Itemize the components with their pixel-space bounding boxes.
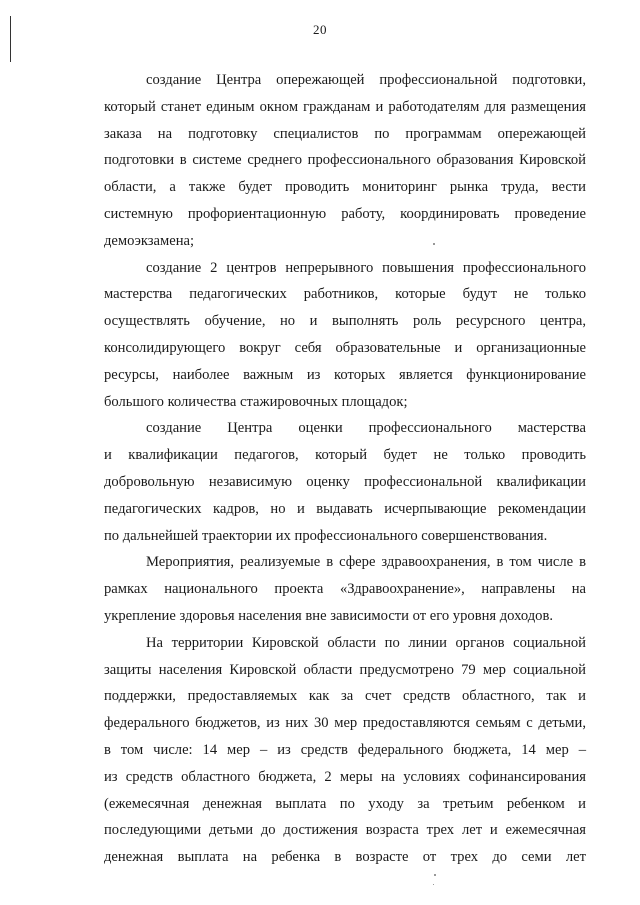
text-line: по дальнейшей траектории их профессионального совершенствования. — [104, 527, 548, 544]
text-line: денежная выплата на ребенка в возрасте от трех до семи лет — [104, 849, 586, 866]
scan-speck — [433, 884, 434, 885]
text-line: педагогических кадров, но и выдавать исчерпывающие рекомендации — [104, 500, 586, 517]
text-line: большого количества стажировочных площадок; — [104, 393, 408, 410]
text-line: создание Центра опережающей профессиональной подготовки, — [146, 72, 586, 88]
paragraph-assessment-centre — [104, 415, 586, 549]
paragraph-centre-advanced-training — [104, 67, 586, 255]
text-line: защиты населения Кировской области предусмотрено 79 мер социальной — [104, 661, 586, 678]
text-line: Мероприятия, реализуемые в сфере здравоохранения, в том числе в — [146, 554, 586, 571]
text-line: который станет единым окном гражданам и работодателям для размещения — [104, 98, 586, 115]
text-line: осуществлять обучение, но и выполнять роль ресурсного центра, — [104, 313, 586, 330]
text-line: консолидирующего вокруг себя образовательные и организационные — [104, 339, 586, 356]
paragraph-social-support — [104, 630, 586, 871]
text-line: системную профориентационную работу, координировать проведение — [104, 205, 586, 222]
text-line: ресурсы, наиболее важным из которых является функционирование — [104, 366, 586, 383]
text-line: мастерства педагогических работников, которые будут не только — [104, 286, 586, 303]
paragraph-healthcare — [104, 549, 586, 629]
text-line: области, а также будет проводить мониторинг рынка труда, вести — [104, 179, 586, 196]
text-line: На территории Кировской области по линии органов социальной — [146, 634, 586, 651]
page-number: 20 — [313, 22, 327, 37]
text-line: рамках национального проекта «Здравоохранение», направлены на — [104, 581, 586, 598]
text-line: последующими детьми до достижения возраста трех лет и ежемесячная — [104, 822, 586, 839]
text-line: и квалификации педагогов, который будет не только проводить — [104, 447, 586, 464]
paragraph-teacher-development-centres — [104, 255, 586, 416]
text-line: демоэкзамена; — [104, 232, 195, 249]
text-line: поддержки, предоставляемых как за счет средств областного, так и — [104, 688, 586, 705]
scan-speck — [434, 874, 436, 876]
text-line: создание Центра оценки профессионального мастерства — [146, 420, 586, 437]
text-line: федерального бюджетов, из них 30 мер предоставляются семьям с детьми, — [104, 715, 586, 732]
text-line: заказа на подготовку специалистов по программам опережающей — [104, 125, 586, 142]
text-line: укрепление здоровья населения вне зависимости от его уровня доходов. — [104, 607, 553, 624]
text-line: в том числе: 14 мер – из средств федерального бюджета, 14 мер – — [104, 741, 586, 758]
text-line: (ежемесячная денежная выплата по уходу за третьим ребенком и — [104, 795, 586, 812]
text-line: добровольную независимую оценку профессиональной квалификации — [104, 473, 586, 490]
text-line: создание 2 центров непрерывного повышения профессионального — [146, 259, 586, 276]
body-text — [104, 67, 586, 871]
text-line: подготовки в системе среднего профессионального образования Кировской — [104, 152, 586, 169]
text-line: из средств областного бюджета, 2 меры на условиях софинансирования — [104, 768, 586, 785]
